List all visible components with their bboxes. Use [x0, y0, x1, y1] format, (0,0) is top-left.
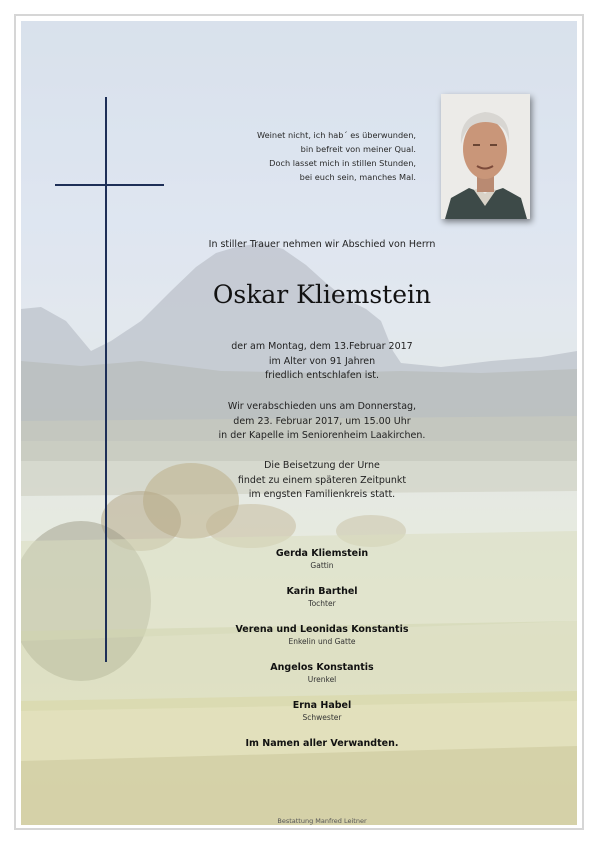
poem-line: Doch lasset mich in stillen Stunden, — [269, 158, 416, 168]
urn-info-line: findet zu einem späteren Zeitpunkt — [237, 474, 407, 486]
funeral-home-credit: Bestattung Manfred Leitner — [277, 817, 367, 825]
mourner-name: Gerda Kliemstein — [275, 548, 369, 559]
mourner-entry — [150, 699, 494, 737]
cross-horizontal-beam — [55, 184, 164, 186]
farewell-info-line: dem 23. Februar 2017, um 15.00 Uhr — [233, 415, 411, 427]
intro-line: In stiller Trauer nehmen wir Abschied von Herrn — [208, 239, 436, 250]
mourner-name: Erna Habel — [292, 700, 352, 711]
mourner-relation: Enkelin und Gatte — [288, 637, 356, 646]
cross-vertical-beam — [105, 97, 107, 662]
farewell-info-line: in der Kapelle im Seniorenheim Laakirchen. — [218, 430, 426, 441]
mourners-list — [150, 547, 494, 737]
mourner-entry — [150, 585, 494, 623]
poem-line: bei euch sein, manches Mal. — [299, 172, 416, 182]
portrait-image — [441, 94, 530, 219]
farewell-info-line: Wir verabschieden uns am Donnerstag, — [227, 401, 417, 412]
death-info-line: im Alter von 91 Jahren — [268, 355, 376, 367]
mourner-name: Verena und Leonidas Konstantis — [235, 624, 409, 635]
death-info — [150, 340, 494, 384]
death-info-line: der am Montag, dem 13.Februar 2017 — [231, 341, 413, 352]
mourner-relation: Urenkel — [307, 675, 337, 684]
urn-info-line: im engsten Familienkreis statt. — [248, 489, 396, 500]
mourner-relation: Schwester — [302, 713, 342, 722]
mourner-relation: Gattin — [310, 561, 334, 570]
portrait-photo — [441, 94, 530, 219]
poem-line: Weinet nicht, ich hab´ es überwunden, — [257, 130, 416, 140]
mourner-entry — [150, 661, 494, 699]
urn-info — [150, 459, 494, 503]
mourner-entry — [150, 623, 494, 661]
mourner-relation: Tochter — [308, 599, 336, 608]
closing-line: Im Namen aller Verwandten. — [245, 738, 399, 749]
poem-line: bin befreit von meiner Qual. — [300, 144, 416, 154]
mourner-entry — [150, 547, 494, 585]
urn-info-line: Die Beisetzung der Urne — [264, 460, 380, 471]
deceased-name: Oskar Kliemstein — [212, 280, 432, 309]
mourner-name: Karin Barthel — [286, 586, 358, 597]
farewell-info — [150, 400, 494, 444]
mourner-name: Angelos Konstantis — [270, 662, 374, 673]
death-info-line: friedlich entschlafen ist. — [264, 370, 380, 381]
memorial-poem — [257, 128, 416, 184]
